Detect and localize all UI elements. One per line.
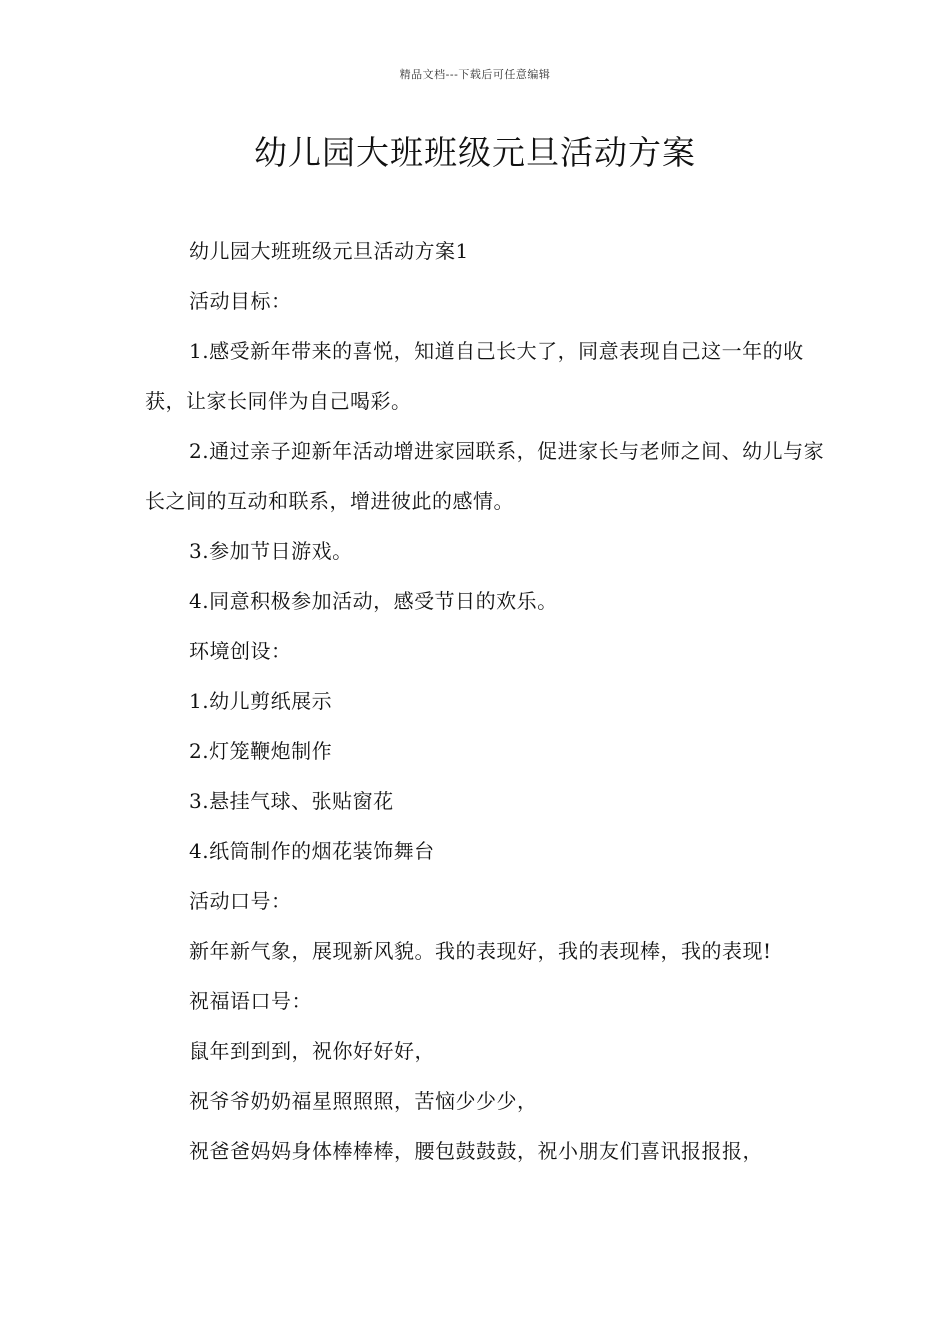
blessing-line: 鼠年到到到，祝你好好好， bbox=[189, 1039, 435, 1063]
subheading-slogan: 活动口号： bbox=[189, 889, 292, 913]
document-title: 幼儿园大班班级元旦活动方案 bbox=[254, 133, 696, 172]
environment-item: 4.纸筒制作的烟花装饰舞台 bbox=[189, 839, 435, 863]
subheading-blessing: 祝福语口号： bbox=[189, 989, 312, 1013]
document-body bbox=[145, 226, 825, 1176]
blessing-line: 祝爷爷奶奶福星照照照，苦恼少少少， bbox=[189, 1089, 538, 1113]
header-note: 精品文档---下载后可任意编辑 bbox=[399, 68, 551, 81]
goal-item: 3.参加节日游戏。 bbox=[189, 539, 353, 563]
environment-item: 3.悬挂气球、张贴窗花 bbox=[189, 789, 394, 813]
environment-item: 2.灯笼鞭炮制作 bbox=[189, 739, 333, 763]
section-heading: 幼儿园大班班级元旦活动方案1 bbox=[189, 239, 469, 263]
slogan-text: 新年新气象，展现新风貌。我的表现好，我的表现棒，我的表现! bbox=[189, 939, 772, 963]
blessing-line: 祝爸爸妈妈身体棒棒棒，腰包鼓鼓鼓，祝小朋友们喜讯报报报， bbox=[189, 1139, 763, 1163]
goal-item: 2.通过亲子迎新年活动增进家园联系，促进家长与老师之间、幼儿与家长之间的互动和联系，增进彼此的感情。 bbox=[145, 439, 825, 513]
goal-item: 1.感受新年带来的喜悦，知道自己长大了，同意表现自己这一年的收获，让家长同伴为自己喝彩。 bbox=[145, 339, 804, 413]
subheading-goals: 活动目标： bbox=[189, 289, 292, 313]
goal-item: 4.同意积极参加活动，感受节日的欢乐。 bbox=[189, 589, 558, 613]
environment-item: 1.幼儿剪纸展示 bbox=[189, 689, 333, 713]
subheading-environment: 环境创设： bbox=[189, 639, 292, 663]
